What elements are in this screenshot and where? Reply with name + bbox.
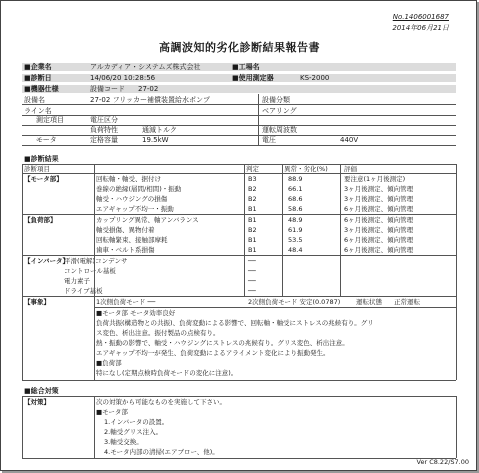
load-value: 通減トルク	[142, 126, 177, 134]
result-grade: B3	[248, 175, 257, 183]
result-eval: 6ヶ月後測定、傾向管理	[344, 205, 414, 213]
table-col-divider	[282, 164, 283, 296]
event-line: ス変色、析出注意。振付製品の点検有り。	[96, 329, 220, 337]
table-border	[456, 164, 457, 380]
result-item: 平滑(電解)コンデンサ	[64, 257, 128, 265]
summary-label: 【対策】	[24, 398, 50, 406]
result-item: 回転軸・軸受、据付け	[96, 175, 161, 183]
group-label-inverter: 【インバータ】	[24, 257, 70, 265]
summary-col-divider	[94, 396, 95, 458]
result-pct: 66.1	[288, 185, 303, 193]
summary-line: ■モータ部	[96, 408, 128, 416]
event-label: 【事象】	[24, 298, 50, 306]
event-line: ■負荷部	[96, 359, 122, 367]
summary-section-title: ■総合対策	[24, 387, 59, 395]
freq-label: 運転周波数	[262, 126, 297, 134]
equip-value: 27-02 フリッカー補償装置給水ポンプ	[90, 96, 211, 104]
result-pct: 68.6	[288, 195, 303, 203]
col-header-item: 診断項目	[24, 165, 50, 173]
model-code: 27-02	[138, 85, 159, 93]
table-border	[22, 164, 23, 380]
event-line: 特になし(定期点検時負荷モードの変化に注意)。	[96, 369, 238, 377]
diag-date-label: ■診断日	[24, 74, 52, 82]
summary-line: 1.インバータの設置。	[104, 418, 169, 426]
model-value: 設備コード	[90, 85, 125, 93]
result-item: カップリング異常、軸アンバランス	[96, 216, 199, 224]
info-rule	[22, 135, 456, 136]
group-label-load: 【負荷部】	[24, 216, 57, 224]
info-rule	[22, 145, 456, 146]
report-date: 2014年06月21日	[392, 24, 449, 32]
table-top-rule	[22, 164, 456, 165]
model-row-shade	[22, 85, 456, 93]
group-label-motor: 【モータ部】	[24, 175, 63, 183]
result-item: 回転軸緊束、接触部摩耗	[96, 236, 168, 244]
result-grade: B1	[248, 205, 257, 213]
summary-line: 3.軸受交換。	[104, 438, 143, 446]
result-eval: 要注意(1ヶ月後測定)	[344, 175, 406, 183]
document-number: No.1406001687	[392, 13, 449, 21]
event-run-label: 運転状態	[356, 298, 382, 306]
result-grade: ──	[248, 257, 256, 265]
summary-bottom-rule	[22, 458, 456, 459]
table-col-divider	[340, 164, 341, 296]
event-run-value: 正常運転	[394, 298, 420, 306]
result-item: 軸受損傷、異物付着	[96, 226, 155, 234]
result-grade: B1	[248, 246, 257, 254]
summary-line: 4.モータ内部の清掃(エアブロー、他)。	[104, 448, 219, 456]
report-title: 高調波知的劣化診断結果報告書	[159, 41, 320, 54]
summary-line: 次の対策から可能なものを実施して下さい。	[96, 398, 226, 406]
summary-border	[22, 396, 23, 458]
volt-label: 電圧	[262, 136, 276, 144]
result-grade: B1	[248, 236, 257, 244]
result-eval: 3ヶ月後測定、傾向管理	[344, 226, 414, 234]
voltage-div-label: 電圧区分	[90, 116, 118, 124]
table-col-divider	[94, 164, 95, 380]
result-pct: 61.9	[288, 226, 303, 234]
model-label: ■機器仕様	[24, 85, 59, 93]
result-pct: 48.4	[288, 246, 303, 254]
line-label: ライン名	[24, 107, 52, 115]
result-item: 歯車・ベルト系損傷	[96, 246, 155, 254]
result-grade: ──	[248, 277, 256, 285]
table-col-divider	[244, 164, 245, 296]
result-grade: ──	[248, 287, 256, 295]
result-eval: 6ヶ月後測定、傾向管理	[344, 236, 414, 244]
result-item: 軸受・ハウジングの損傷	[96, 195, 168, 203]
info-rule	[22, 104, 456, 105]
company-label: ■企業名	[24, 63, 52, 71]
col-header-grade: 判定	[246, 165, 259, 173]
result-item: エアギャップ不均一・振動	[96, 205, 174, 213]
diag-item-label: 測定項目	[36, 116, 64, 124]
event-mode2: 2次側負荷モード 安定(0.0787)	[248, 298, 341, 306]
summary-border	[456, 396, 457, 458]
result-eval: 3ヶ月後測定、傾向管理	[344, 195, 414, 203]
result-grade: ──	[248, 267, 256, 275]
event-line: 熱・振動の影響で、軸受・ハウジングにストレスの兆候有り。グリス変色、析出注意。	[96, 339, 349, 347]
result-pct: 58.6	[288, 205, 303, 213]
table-bottom-rule	[22, 380, 456, 381]
info-rule	[22, 125, 456, 126]
group-rule	[22, 296, 456, 297]
results-section-title: ■診断結果	[24, 155, 59, 163]
result-eval: 6ヶ月後測定、傾向管理	[344, 246, 414, 254]
result-pct: 48.9	[288, 216, 303, 224]
info-rule	[22, 115, 456, 116]
rated-value: 19.5kW	[142, 136, 169, 144]
bearing-label: ベアリング	[262, 107, 297, 115]
device-label: ■使用測定器	[232, 74, 274, 82]
company-value: アルカディア・システムズ株式会社	[90, 63, 201, 71]
result-eval: 6ヶ月後測定、傾向管理	[344, 216, 414, 224]
result-grade: B2	[248, 195, 257, 203]
event-mode1: 1次側負荷モード ──	[96, 298, 156, 306]
result-pct: 53.5	[288, 236, 303, 244]
header-rule	[22, 173, 456, 174]
group-rule	[22, 214, 456, 215]
summary-line: 2.軸受グリス注入。	[104, 428, 163, 436]
col-header-eval: 評価	[344, 165, 357, 173]
result-item: 巻線の絶縁(層間/相間)・振動	[96, 185, 182, 193]
result-item: ドライブ基板	[64, 287, 103, 295]
equip-label: 設備名	[24, 96, 45, 104]
result-pct: 88.9	[288, 175, 303, 183]
diag-date-value: 14/06/20 10:28:56	[90, 74, 156, 82]
result-eval: 3ヶ月後測定、傾向管理	[344, 185, 414, 193]
equip-maker-label: 設備分類	[262, 96, 290, 104]
rated-label: 定格容量	[90, 136, 118, 144]
result-item: 電力素子	[64, 277, 90, 285]
load-label: 負荷特性	[90, 126, 118, 134]
result-grade: B2	[248, 185, 257, 193]
motor-label: モータ	[36, 136, 57, 144]
device-value: KS-2000	[300, 74, 330, 82]
event-line: エアギャップ不均一が発生、負荷変動によるアライメント変化により振動発生。	[96, 349, 330, 357]
version-label: Ver C8.22/S7.00	[416, 457, 469, 466]
result-grade: B1	[248, 216, 257, 224]
event-line: ■モータ部 モータ効率良好	[96, 309, 176, 317]
event-rule	[94, 307, 456, 308]
col-header-pct: 異常・劣化(%)	[284, 165, 328, 173]
group-rule	[22, 255, 456, 256]
result-item: コントロール基板	[64, 267, 116, 275]
volt-value: 440V	[340, 136, 359, 144]
result-grade: B2	[248, 226, 257, 234]
info-divider	[258, 94, 259, 145]
factory-label: ■工場名	[232, 63, 260, 71]
summary-top-rule	[22, 396, 456, 397]
event-line: 負荷共振(構造物との共振)、負荷変動による影響で、回転軸・軸受にストレスの兆候有り。グリ	[96, 319, 374, 327]
